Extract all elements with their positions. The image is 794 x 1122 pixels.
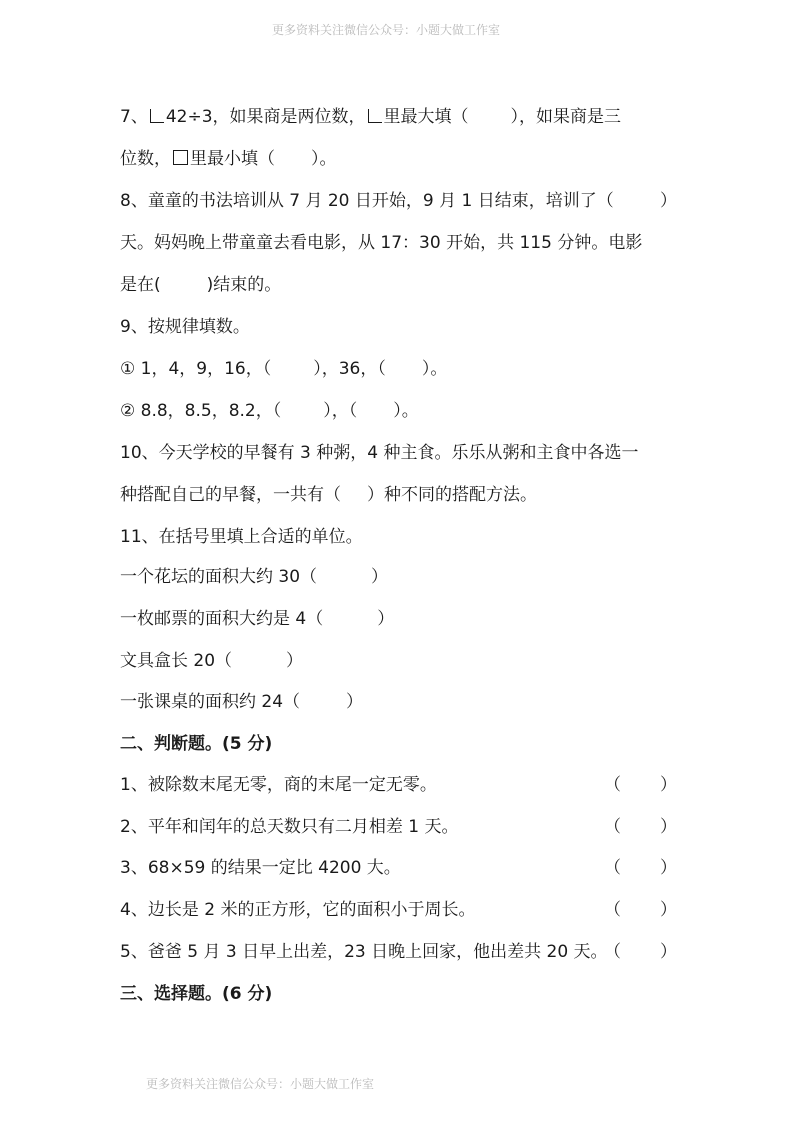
q7-line-2 [120,148,337,170]
judge-paren-open: （ [604,900,621,920]
q11-item-close: ） [346,692,364,712]
q11-item-text: 一枚邮票的面积大约是 4（ [120,609,324,629]
q11-item-close: ） [286,651,304,671]
q7-text-a: 42÷3，如果商是两位数， [165,107,366,127]
judge-paren-close: ） [660,900,677,920]
q9-r2-a: ② 8.8，8.5，8.2，（ [120,401,282,421]
blank-box-icon [173,150,188,165]
q8-text-a: 8、童童的书法培训从 7 月 20 日开始，9 月 1 日结束，培训了（ [120,191,614,211]
section3-title: 三、选择题。(6 分) [120,984,273,1004]
q8-paren-close: ） [660,191,677,211]
q8-line-1 [120,190,614,212]
watermark-header: 更多资料关注微信公众号：小题大做工作室 [272,23,501,37]
q11-item-close: ） [371,567,389,587]
judge-paren-open: （ [604,817,621,837]
q11-item-text: 一张课桌的面积约 24（ [120,692,301,712]
judge-paren-close: ） [660,942,677,962]
q7-text-c: ），如果商是三 [510,107,622,127]
q7-line-1 [120,106,621,128]
blank-square-icon [150,109,164,123]
judge-item: 1、被除数末尾无零，商的末尾一定无零。 [120,775,437,795]
q8-line-3 [120,274,281,296]
q9-r1-c: ）。 [421,359,448,379]
judge-item: 3、68×59 的结果一定比 4200 大。 [120,858,401,878]
q9-r1-b: ），36，（ [313,359,386,379]
judge-item: 4、边长是 2 米的正方形，它的面积小于周长。 [120,900,476,920]
judge-paren-open: （ [604,858,621,878]
judge-paren-close: ） [660,775,677,795]
judge-paren-open: （ [604,775,621,795]
q11-title: 11、在括号里填上合适的单位。 [120,527,363,547]
q8-text-c: )结束的。 [206,275,282,295]
q11-item [120,691,363,713]
judge-paren-close: ） [660,817,677,837]
judge-paren-close: ） [660,858,677,878]
q11-item-text: 文具盒长 20（ [120,651,233,671]
judge-item: 2、平年和闰年的总天数只有二月相差 1 天。 [120,817,459,837]
q7-text-f: ）。 [311,149,337,169]
q11-item [120,566,388,588]
section2-title: 二、判断题。(5 分) [120,734,273,754]
q7-text-e: 里最小填（ [190,149,275,169]
q7-text-d: 位数， [120,149,171,169]
blank-square-icon [368,109,382,123]
q10-line-1: 10、今天学校的早餐有 3 种粥，4 种主食。乐乐从粥和主食中各选一 [120,443,639,463]
q7-number: 7、 [120,107,148,127]
q8-line-2: 天。妈妈晚上带童童去看电影，从 17：30 开始，共 115 分钟。电影 [120,233,643,253]
judge-item: 5、爸爸 5 月 3 日早上出差，23 日晚上回家，他出差共 20 天。 [120,942,608,962]
q10-line-2 [120,484,537,506]
q9-row-1 [120,358,447,380]
q11-item-close: ） [377,609,395,629]
q9-row-2 [120,400,419,422]
q10-text-b: ）种不同的搭配方法。 [367,485,537,505]
q9-r2-c: ）。 [393,401,419,421]
q11-item-text: 一个花坛的面积大约 30（ [120,567,318,587]
q9-title: 9、按规律填数。 [120,317,250,337]
watermark-footer: 更多资料关注微信公众号：小题大做工作室 [146,1077,375,1091]
judge-paren-open: （ [604,942,621,962]
q8-text-b: 是在( [120,275,161,295]
q10-text-a: 种搭配自己的早餐，一共有（ [120,485,341,505]
q7-text-b: 里最大填（ [383,107,469,127]
q9-r1-a: ① 1，4，9，16，（ [120,359,272,379]
q11-item [120,608,394,630]
q11-item [120,650,303,672]
q9-r2-b: ），（ [323,401,358,421]
